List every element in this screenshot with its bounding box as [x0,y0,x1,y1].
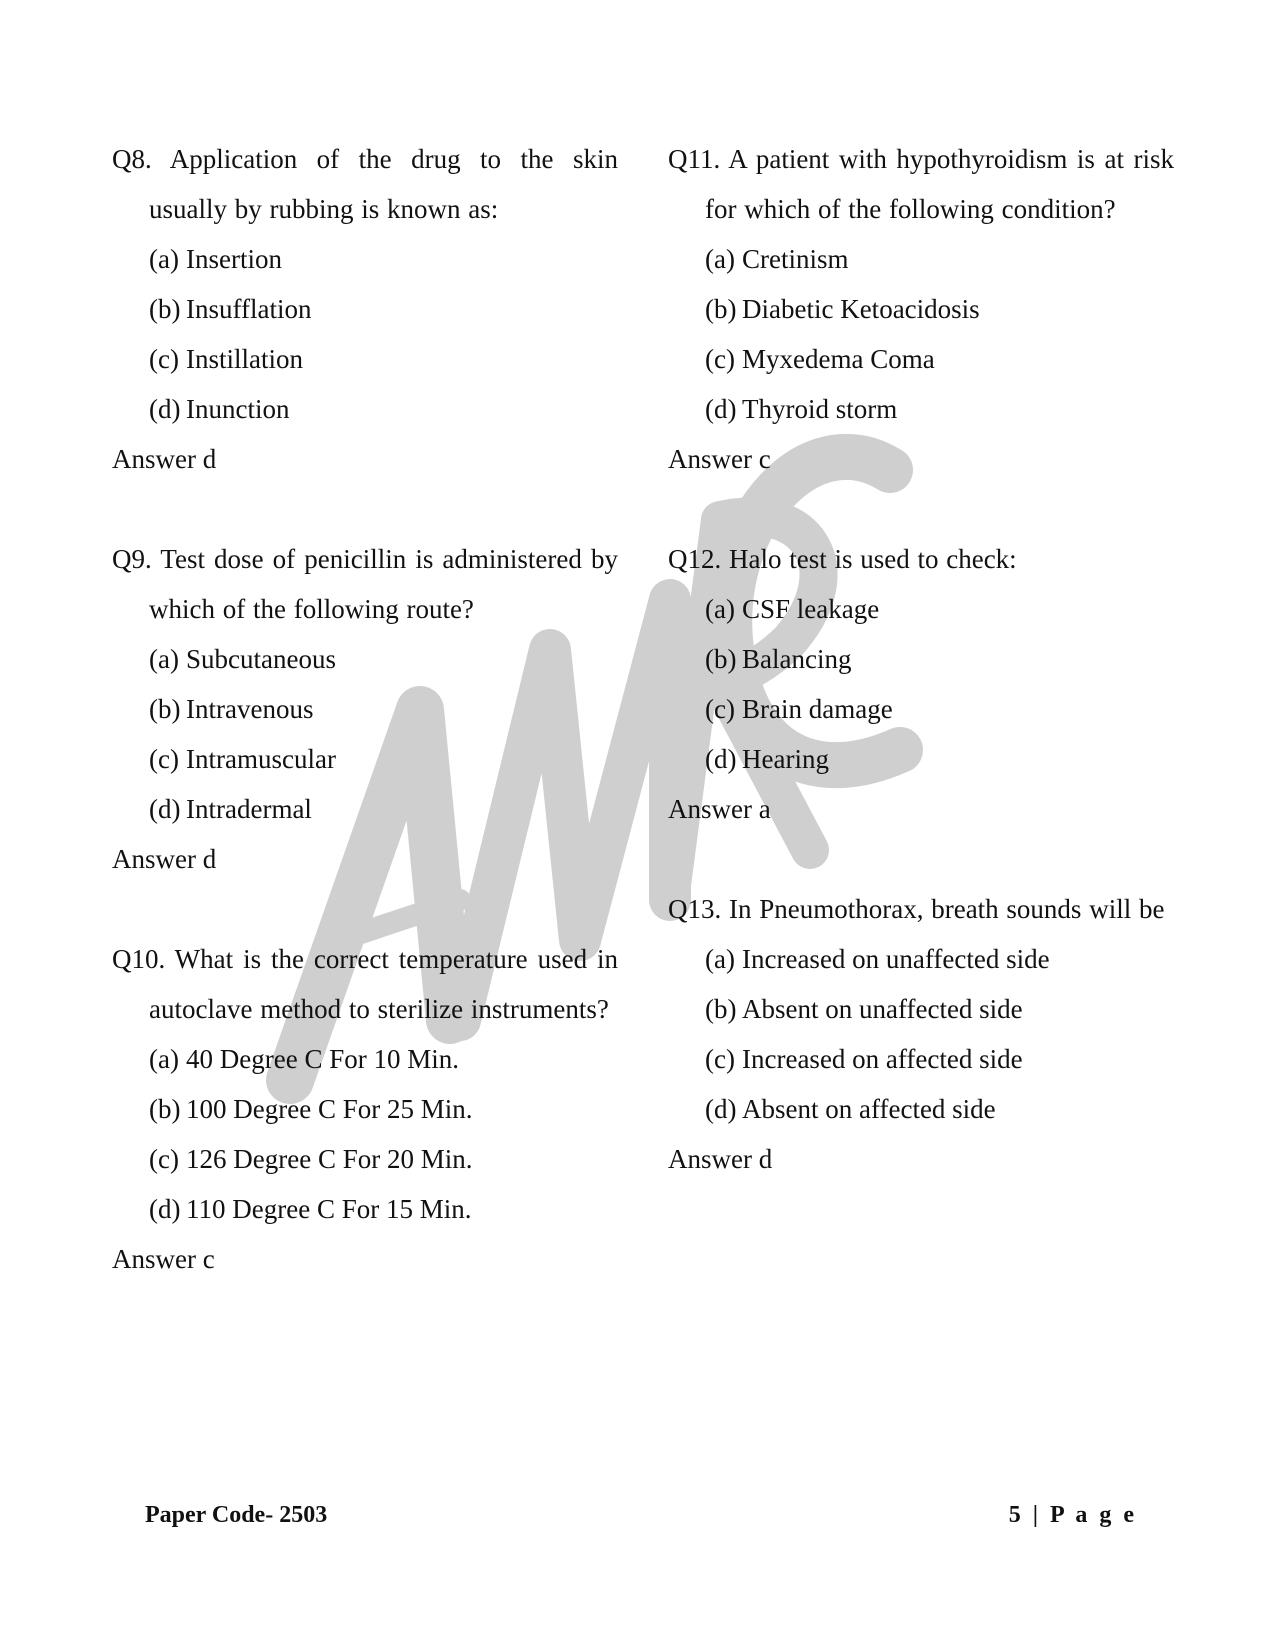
option-text: Intramuscular [186,744,336,774]
option-text: 100 Degree C For 25 Min. [186,1094,473,1124]
option-text: Instillation [186,344,303,374]
question-text: Q13. In Pneumothorax, breath sounds will be [668,894,1165,924]
answer-option [112,684,618,734]
answer-option [112,284,618,334]
answer-option [112,234,618,284]
option-text: Increased on unaffected side [742,944,1050,974]
option-text: Absent on affected side [742,1094,996,1124]
option-text: Intradermal [186,794,312,824]
option-text: Increased on affected side [742,1044,1023,1074]
option-label: (b) [705,644,737,674]
answer-option [112,334,618,384]
question-block [668,134,1174,484]
answer-key: Answer c [112,1244,215,1274]
answer-option [668,734,1174,784]
option-text: 126 Degree C For 20 Min. [186,1144,473,1174]
option-label: (a) [705,244,735,274]
option-label: (d) [705,394,737,424]
answer-option [668,984,1174,1034]
option-text: Myxedema Coma [742,344,935,374]
option-text: 110 Degree C For 15 Min. [186,1194,472,1224]
option-text: Inunction [186,394,290,424]
answer-option [112,734,618,784]
option-text: Insufflation [186,294,312,324]
answer-option [112,1134,618,1184]
right-column [668,134,1174,1234]
option-text: CSF leakage [742,594,880,624]
option-label: (d) [149,394,181,424]
option-label: (b) [705,294,737,324]
option-label: (c) [705,1044,735,1074]
option-text: Absent on unaffected side [742,994,1023,1024]
answer-option [668,384,1174,434]
answer-option [112,1034,618,1084]
answer-option [668,1084,1174,1134]
answer-key: Answer d [112,844,217,874]
option-label: (d) [705,744,737,774]
answer-option [112,784,618,834]
option-text: Intravenous [186,694,314,724]
option-text: Diabetic Ketoacidosis [742,294,980,324]
option-label: (d) [705,1094,737,1124]
option-text: Balancing [742,644,852,674]
question-text: Q10. What is the correct temperature used in autoclave method to sterilize instruments? [112,944,618,1024]
answer-key: Answer a [668,794,771,824]
answer-option [668,334,1174,384]
question-block [668,534,1174,834]
option-label: (c) [149,344,179,374]
answer-key: Answer d [112,444,217,474]
answer-option [668,684,1174,734]
answer-option [668,584,1174,634]
page-number: 5 | P a g e [1008,1502,1137,1528]
option-label: (c) [705,694,735,724]
option-label: (d) [149,794,181,824]
option-text: Brain damage [742,694,893,724]
answer-option [112,1084,618,1134]
answer-option [668,934,1174,984]
option-label: (a) [149,644,179,674]
question-block [668,884,1174,1184]
question-text: Q12. Halo test is used to check: [668,544,1017,574]
option-text: Cretinism [742,244,849,274]
question-block [112,134,618,484]
answer-key: Answer d [668,1144,773,1174]
left-column [112,134,618,1334]
answer-key: Answer c [668,444,771,474]
answer-option [668,1034,1174,1084]
question-text: Q9. Test dose of penicillin is administered by which of the following route? [112,544,618,624]
option-label: (a) [705,594,735,624]
option-label: (c) [149,1144,179,1174]
answer-option [112,1184,618,1234]
paper-code: Paper Code- 2503 [145,1502,328,1528]
question-block [112,534,618,884]
option-label: (b) [149,1094,181,1124]
option-label: (a) [705,944,735,974]
option-label: (b) [149,294,181,324]
option-label: (a) [149,244,179,274]
answer-option [112,634,618,684]
question-text: Q8. Application of the drug to the skin usually by rubbing is known as: [112,144,618,224]
answer-option [668,234,1174,284]
option-label: (b) [705,994,737,1024]
option-label: (c) [149,744,179,774]
option-label: (b) [149,694,181,724]
option-label: (a) [149,1044,179,1074]
answer-option [112,384,618,434]
option-text: Insertion [186,244,282,274]
option-text: Hearing [742,744,829,774]
option-label: (d) [149,1194,181,1224]
answer-option [668,634,1174,684]
option-label: (c) [705,344,735,374]
question-text: Q11. A patient with hypothyroidism is at risk for which of the following condition? [668,144,1174,224]
question-block [112,934,618,1284]
option-text: Thyroid storm [742,394,898,424]
answer-option [668,284,1174,334]
option-text: 40 Degree C For 10 Min. [186,1044,459,1074]
option-text: Subcutaneous [186,644,336,674]
